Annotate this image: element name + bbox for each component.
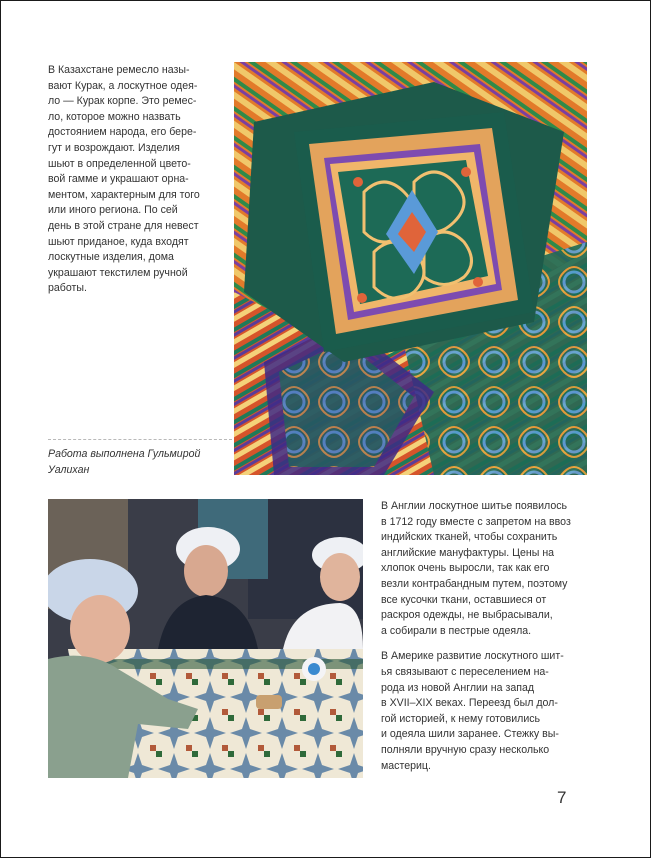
intro-line: шьют приданое, куда входят bbox=[48, 235, 189, 248]
england-line: раскроя одежды, не выбрасывали, bbox=[381, 609, 553, 622]
quilters-photo bbox=[48, 499, 363, 778]
england-line: индийских тканей, чтобы сохранить bbox=[381, 531, 558, 544]
page-number: 7 bbox=[557, 788, 567, 807]
england-line: а собирали в пестрые одеяла. bbox=[381, 624, 532, 637]
intro-line: достоянием народа, его бере- bbox=[48, 126, 197, 139]
history-column bbox=[381, 499, 596, 784]
america-line: и одеяла шили заранее. Стежку вы- bbox=[381, 728, 559, 741]
intro-line: В Казахстане ремесло назы- bbox=[48, 64, 190, 76]
intro-line: вой гамме и украшают орна- bbox=[48, 173, 189, 186]
england-line: все кусочки ткани, оставшиеся от bbox=[381, 593, 547, 606]
america-line: полняли вручную сразу несколько bbox=[381, 743, 550, 756]
intro-line: украшают текстилем ручной bbox=[48, 266, 188, 279]
caption-line: Уалихан bbox=[48, 463, 90, 476]
america-line: гой историей, к нему готовились bbox=[381, 712, 541, 725]
england-paragraph bbox=[381, 499, 596, 639]
quilters-illustration bbox=[48, 499, 363, 778]
caption-divider bbox=[48, 439, 232, 440]
intro-line: или иного региона. По сей bbox=[48, 204, 178, 217]
america-line: в XVII–XIX веках. Переезд был дол- bbox=[381, 697, 558, 710]
intro-line: ло — Курак корпе. Это ремес- bbox=[48, 95, 197, 108]
america-line: рода из новой Англии на запад bbox=[381, 681, 535, 694]
america-line: ья связывают с переселением на- bbox=[381, 665, 549, 678]
england-line: английские мануфактуры. Цены на bbox=[381, 546, 555, 559]
intro-line: лоскутные изделия, дома bbox=[48, 251, 174, 264]
photo-caption bbox=[48, 447, 228, 478]
england-line: в 1712 году вместе с запретом на ввоз bbox=[381, 515, 571, 528]
intro-line: день в этой стране для невест bbox=[48, 219, 199, 232]
england-line: хлопок очень выросли, так как его bbox=[381, 562, 550, 575]
quilted-pillow-photo bbox=[234, 62, 587, 475]
intro-line: ло, которое можно назвать bbox=[48, 110, 181, 123]
intro-line: шьют в определенной цвето- bbox=[48, 157, 191, 170]
intro-line: вают Курак, а лоскутное одея- bbox=[48, 79, 198, 92]
america-line: мастериц. bbox=[381, 759, 431, 772]
intro-line: ментом, характерным для того bbox=[48, 188, 200, 201]
quilted-pillow-illustration bbox=[234, 62, 587, 475]
intro-paragraph bbox=[48, 63, 228, 297]
america-line: В Америке развитие лоскутного шит- bbox=[381, 650, 564, 663]
england-line: В Англии лоскутное шитье появилось bbox=[381, 500, 568, 512]
america-paragraph bbox=[381, 649, 596, 774]
england-line: везли контрабандным путем, поэтому bbox=[381, 577, 568, 590]
intro-line: гут и возрождают. Изделия bbox=[48, 141, 180, 154]
intro-line: работы. bbox=[48, 282, 87, 295]
caption-line: Работа выполнена Гульмирой bbox=[48, 448, 201, 460]
